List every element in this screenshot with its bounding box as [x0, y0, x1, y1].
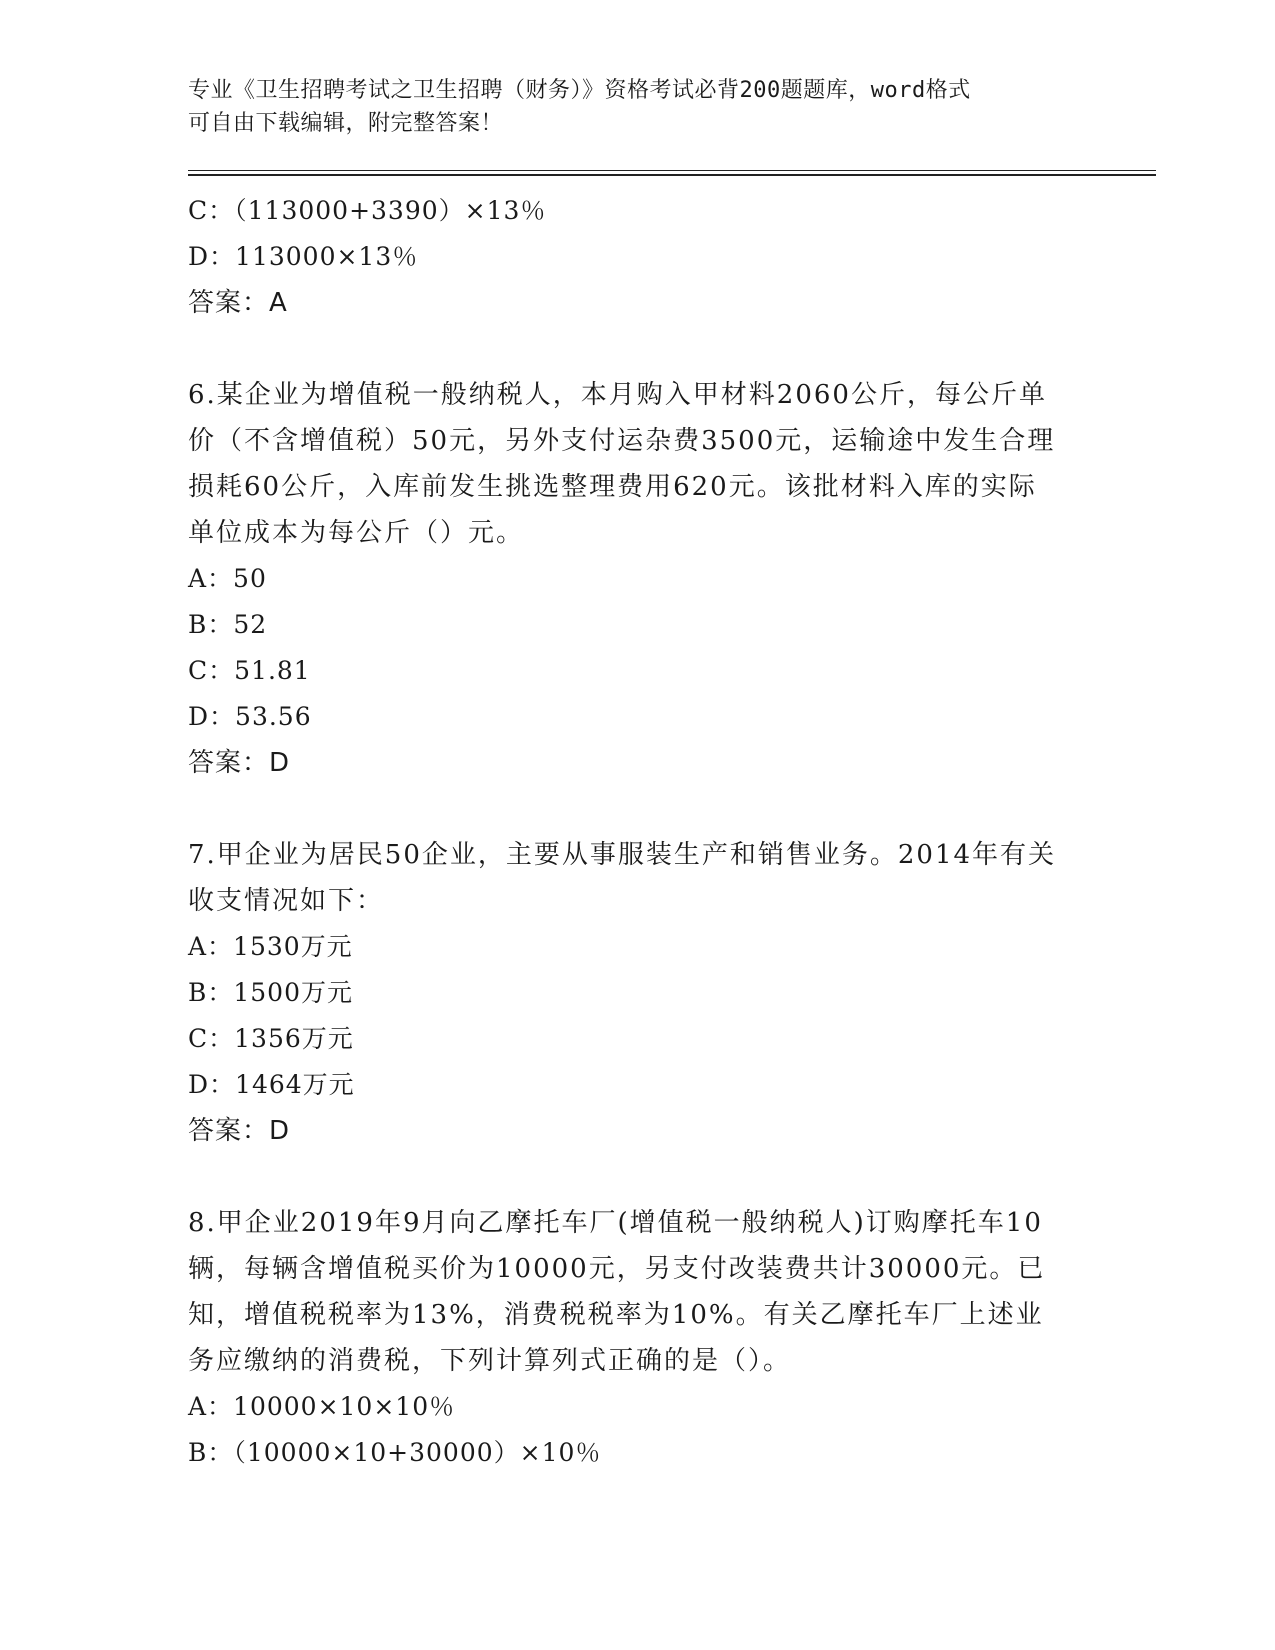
document-body — [188, 188, 1088, 1476]
question-7 — [188, 832, 1088, 1154]
question-stem-line: 单位成本为每公斤（）元。 — [188, 518, 525, 548]
option-b: B：52 — [188, 610, 268, 639]
question-stem-line: 8.甲企业2019年9月向乙摩托车厂(增值税一般纳税人)订购摩托车10 — [188, 1208, 1043, 1238]
option-d: D：113000×13％ — [188, 242, 419, 271]
answer-line: 答案：D — [188, 748, 291, 778]
option-a: A：10000×10×10％ — [188, 1392, 456, 1421]
option-c: C：（113000+3390）×13％ — [188, 196, 547, 225]
question-stem-line: 6.某企业为增值税一般纳税人，本月购入甲材料2060公斤，每公斤单 — [188, 380, 1047, 410]
option-d: D：1464万元 — [188, 1070, 355, 1099]
header-divider-thin — [188, 170, 1156, 171]
header-divider-thick — [188, 174, 1156, 176]
question-stem-line: 价（不含增值税）50元，另外支付运杂费3500元，运输途中发生合理 — [188, 426, 1056, 456]
question-stem-line: 收支情况如下： — [188, 886, 385, 916]
option-a: A：1530万元 — [188, 932, 353, 961]
header-line-1: 专业《卫生招聘考试之卫生招聘（财务）》资格考试必背200题题库，word格式 — [188, 78, 971, 103]
answer-line: 答案：D — [188, 1116, 291, 1146]
header-line-2: 可自由下载编辑，附完整答案！ — [188, 111, 504, 136]
question-5-tail — [188, 188, 1088, 326]
option-b: B：1500万元 — [188, 978, 353, 1007]
question-stem-line: 辆，每辆含增值税买价为10000元，另支付改装费共计30000元。已 — [188, 1254, 1046, 1284]
answer-line: 答案：A — [188, 288, 288, 318]
question-stem-line: 损耗60公斤，入库前发生挑选整理费用620元。该批材料入库的实际 — [188, 472, 1037, 502]
question-stem-line: 7.甲企业为居民50企业，主要从事服装生产和销售业务。2014年有关 — [188, 840, 1057, 870]
option-c: C：51.81 — [188, 656, 311, 685]
option-d: D：53.56 — [188, 702, 312, 731]
question-stem-line: 务应缴纳的消费税，下列计算列式正确的是（）。 — [188, 1346, 792, 1376]
question-8 — [188, 1200, 1088, 1476]
question-stem-line: 知，增值税税率为13%，消费税税率为10%。有关乙摩托车厂上述业 — [188, 1300, 1044, 1330]
option-c: C：1356万元 — [188, 1024, 354, 1053]
option-a: A：50 — [188, 564, 267, 593]
option-b: B：（10000×10+30000）×10％ — [188, 1438, 602, 1467]
question-6 — [188, 372, 1088, 786]
document-header — [188, 74, 1068, 140]
